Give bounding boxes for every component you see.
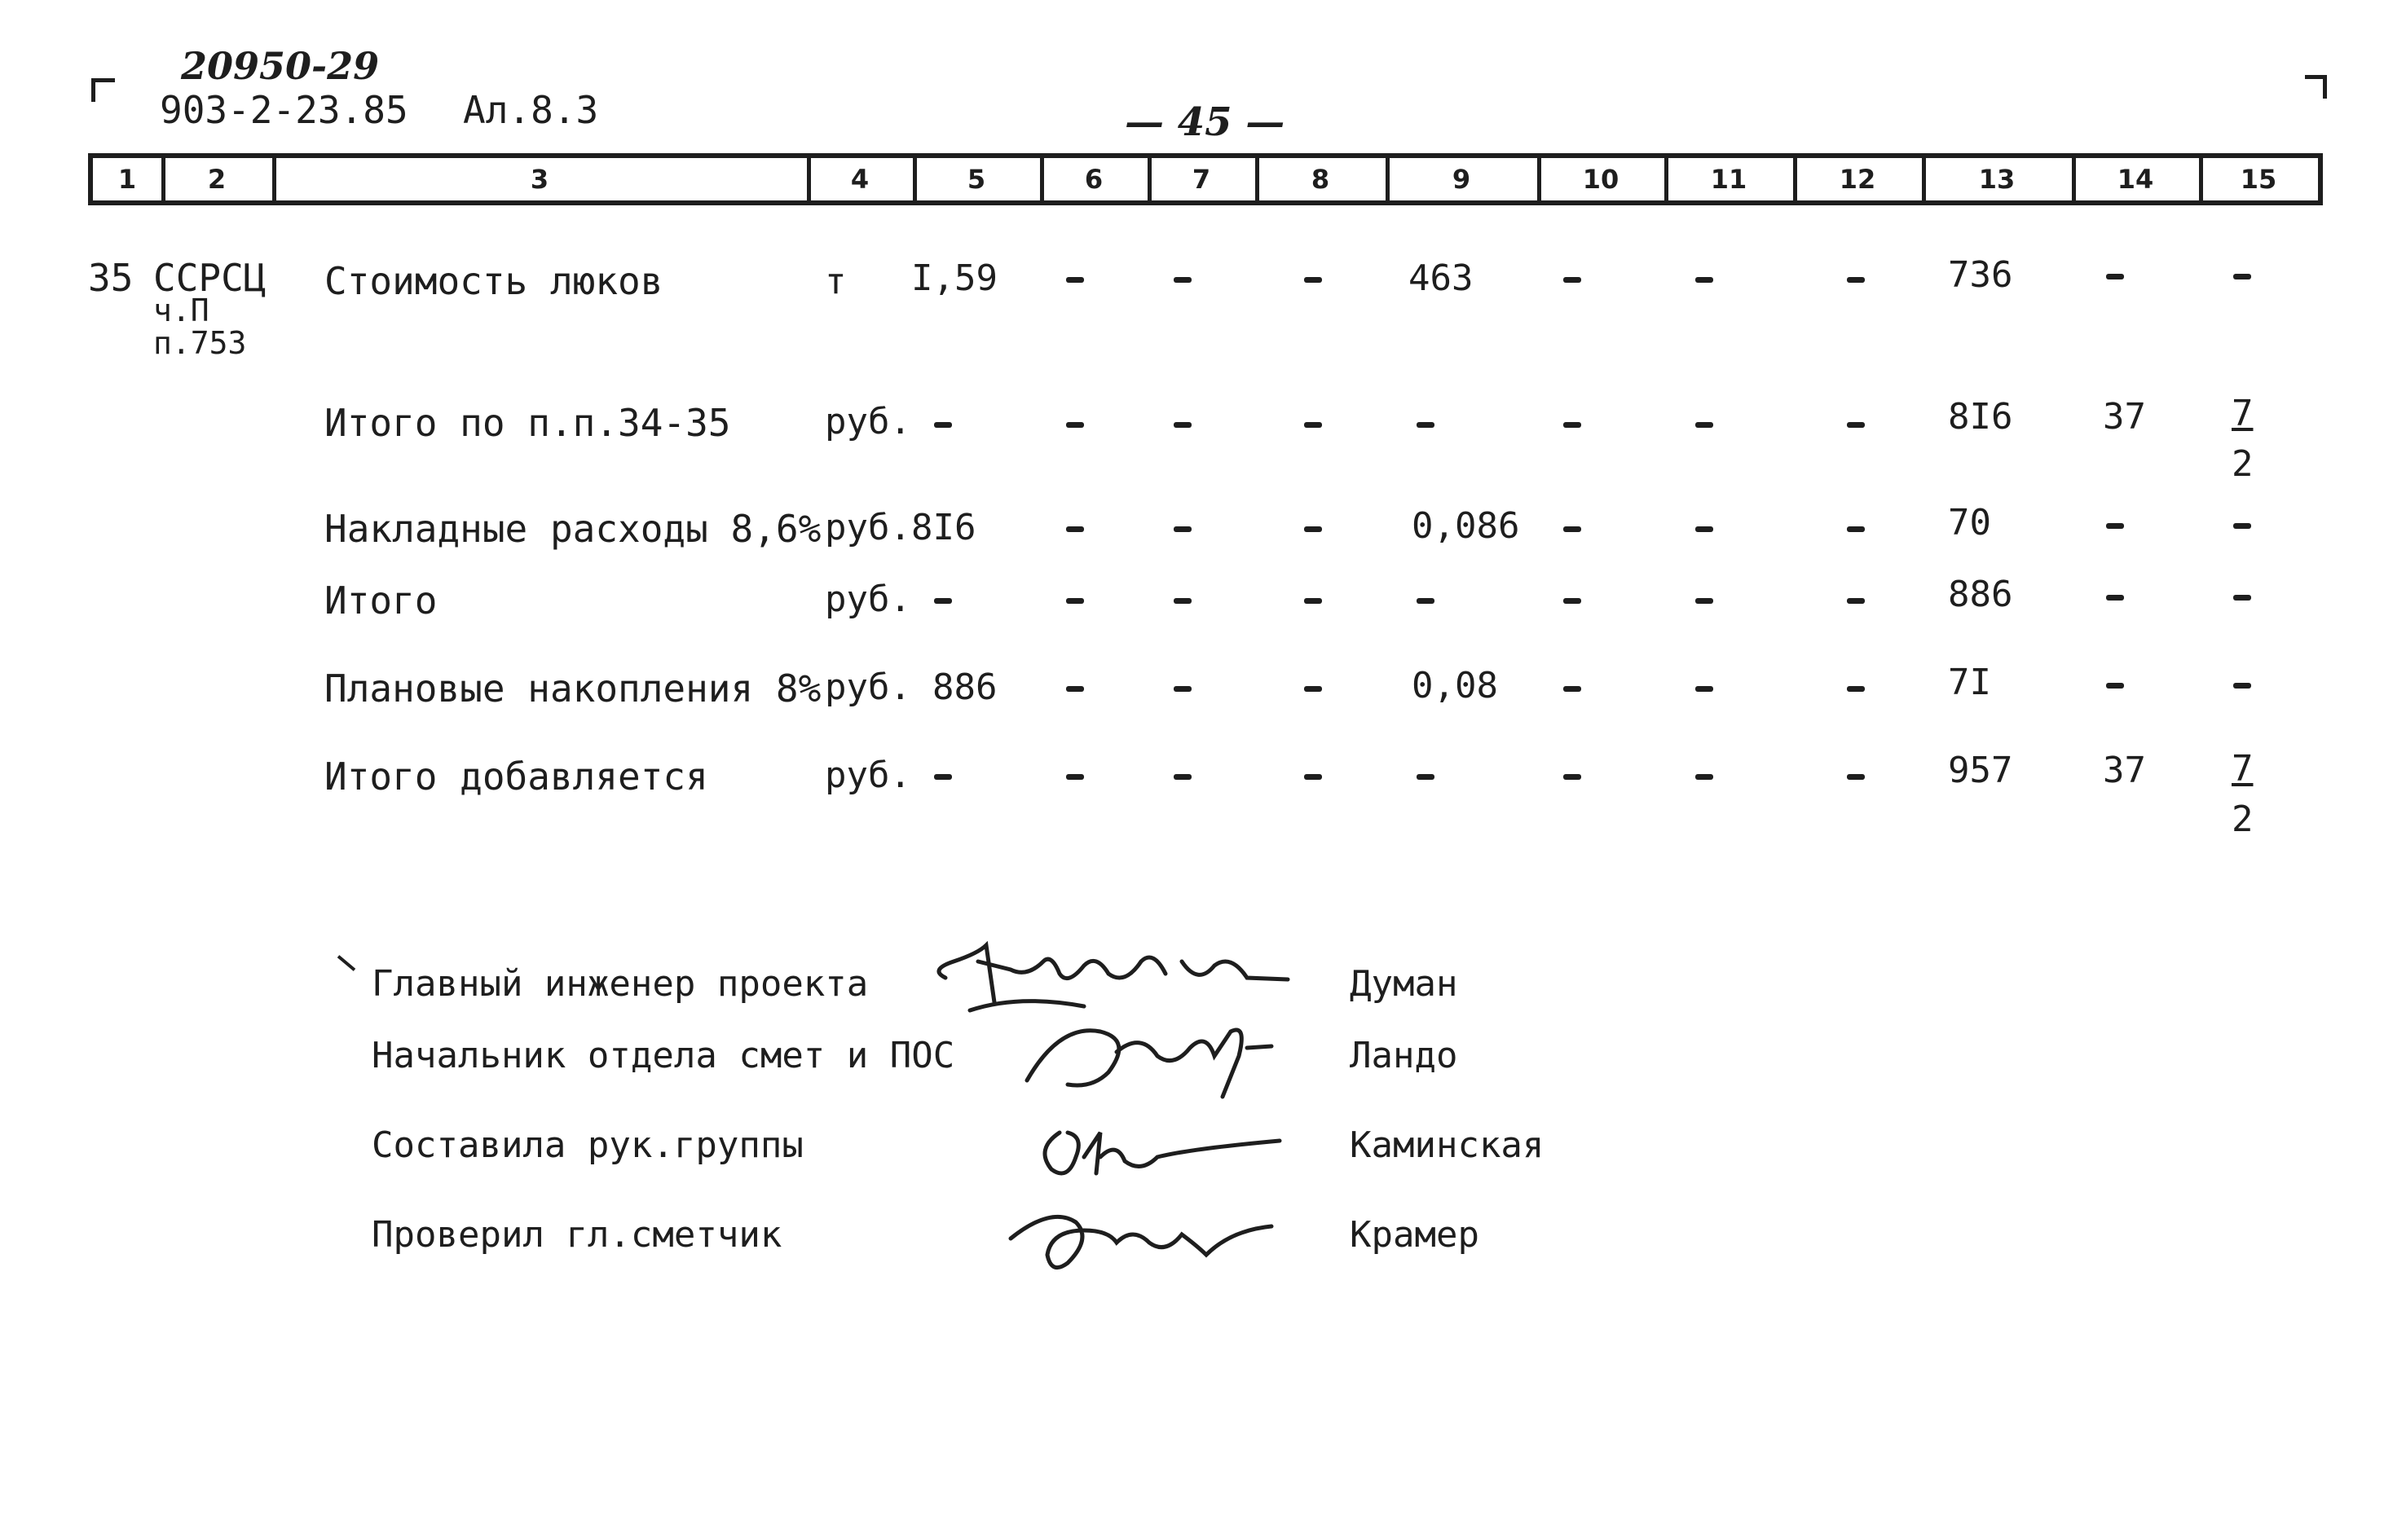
row-name: Стоимость люков	[324, 259, 663, 303]
row-reference: ССРСЦ	[153, 256, 267, 300]
dash-mark	[1304, 686, 1322, 692]
handwritten-signature-1	[921, 929, 1312, 1019]
column-header-13: 13	[1922, 158, 2076, 200]
column-header-1: 1	[93, 158, 165, 200]
cell-col-13: 8I6	[1948, 396, 2013, 438]
cell-col-15-bottom: 2	[2232, 443, 2254, 485]
column-header-row	[88, 153, 2323, 205]
dash-mark	[1695, 277, 1713, 283]
column-header-11: 11	[1664, 158, 1797, 200]
page-number: — 45 —	[1125, 99, 1285, 145]
dash-mark	[1174, 686, 1192, 692]
dash-mark	[1417, 774, 1434, 780]
row-name: Итого по п.п.34-35	[324, 401, 731, 445]
dash-mark	[1417, 422, 1434, 428]
cell-col-13: 7I	[1948, 662, 1991, 703]
row-number: 35	[88, 256, 134, 300]
dash-mark	[934, 598, 952, 604]
dash-mark	[1847, 774, 1865, 780]
signature-role: Начальник отдела смет и ПОС	[372, 1035, 955, 1076]
dash-mark	[1066, 422, 1084, 428]
dash-mark	[1847, 686, 1865, 692]
dash-mark	[1417, 598, 1434, 604]
cell-col-14: 37	[2103, 750, 2146, 791]
column-header-15: 15	[2240, 164, 2277, 195]
row-unit: руб.	[825, 579, 911, 620]
dash-mark	[1695, 598, 1713, 604]
dash-mark	[2233, 274, 2251, 279]
cell-col-9: 0,086	[1412, 505, 1520, 547]
dash-mark	[2233, 595, 2251, 601]
dash-mark	[1304, 526, 1322, 532]
signature-tick-mark	[337, 955, 355, 971]
dash-mark	[1304, 774, 1322, 780]
column-header-7: 7	[1148, 158, 1259, 200]
dash-mark	[1174, 422, 1192, 428]
cell-col-9: 0,08	[1412, 665, 1498, 706]
dash-mark	[1847, 422, 1865, 428]
cell-col-13: 70	[1948, 502, 1991, 543]
column-header-2: 2	[161, 158, 276, 200]
column-header-4: 4	[807, 158, 917, 200]
dash-mark	[2106, 523, 2124, 529]
signature-role: Главный инженер проекта	[372, 963, 869, 1005]
cell-col-13: 736	[1948, 254, 2013, 296]
column-header-9: 9	[1386, 158, 1541, 200]
dash-mark	[1563, 422, 1581, 428]
dash-mark	[1695, 774, 1713, 780]
dash-mark	[2233, 683, 2251, 689]
column-header-12: 12	[1793, 158, 1926, 200]
project-code: 903-2-23.85	[160, 88, 408, 132]
signature-role: Проверил гл.сметчик	[372, 1214, 782, 1256]
dash-mark	[1304, 277, 1322, 283]
row-name: Итого	[324, 579, 438, 623]
column-header-3: 3	[272, 158, 811, 200]
dash-mark	[1695, 526, 1713, 532]
inventory-number: 20950-29	[181, 44, 380, 88]
dash-mark	[2233, 523, 2251, 529]
row-quantity: 8I6	[911, 507, 976, 548]
dash-mark	[1563, 774, 1581, 780]
signatory-name: Крамер	[1350, 1214, 1479, 1256]
column-header-14: 14	[2072, 158, 2203, 200]
dash-mark	[1066, 598, 1084, 604]
album-number: Ал.8.3	[463, 88, 599, 132]
row-unit: руб.	[825, 401, 911, 442]
column-header-8: 8	[1255, 158, 1390, 200]
row-quantity: I,59	[911, 257, 998, 299]
dash-mark	[1304, 598, 1322, 604]
row-reference: п.753	[153, 325, 247, 361]
row-quantity: 886	[932, 667, 998, 708]
dash-mark	[1066, 277, 1084, 283]
row-unit: руб.	[825, 667, 911, 708]
row-unit: руб.	[825, 507, 911, 548]
dash-mark	[1847, 526, 1865, 532]
dash-mark	[2106, 274, 2124, 279]
dash-mark	[1066, 774, 1084, 780]
dash-mark	[2106, 595, 2124, 601]
corner-mark-top-left	[91, 78, 115, 102]
corner-mark-top-right	[2305, 75, 2327, 99]
signature-role: Составила рук.группы	[372, 1124, 804, 1166]
cell-col-15-bottom: 2	[2232, 799, 2254, 840]
dash-mark	[1695, 686, 1713, 692]
dash-mark	[1563, 277, 1581, 283]
dash-mark	[1847, 598, 1865, 604]
row-unit: руб.	[825, 755, 911, 796]
dash-mark	[2106, 683, 2124, 689]
dash-mark	[1563, 686, 1581, 692]
column-header-5: 5	[913, 158, 1044, 200]
dash-mark	[1066, 686, 1084, 692]
handwritten-signature-3	[1027, 1108, 1288, 1190]
row-name: Плановые накопления 8%	[324, 667, 822, 711]
dash-mark	[1563, 598, 1581, 604]
signatory-name: Ландо	[1350, 1035, 1458, 1076]
dash-mark	[1695, 422, 1713, 428]
cell-col-13: 957	[1948, 750, 2013, 791]
signatory-name: Каминская	[1350, 1124, 1545, 1166]
cell-col-15-top: 7	[2232, 748, 2254, 790]
dash-mark	[1066, 526, 1084, 532]
dash-mark	[1304, 422, 1322, 428]
column-header-6: 6	[1040, 158, 1152, 200]
row-reference: ч.П	[153, 293, 209, 328]
column-header-10: 10	[1537, 158, 1668, 200]
dash-mark	[1563, 526, 1581, 532]
row-unit: т	[825, 261, 847, 302]
cell-col-15-top: 7	[2232, 393, 2254, 434]
signatory-name: Думан	[1350, 963, 1458, 1005]
dash-mark	[934, 422, 952, 428]
dash-mark	[1174, 526, 1192, 532]
dash-mark	[1174, 598, 1192, 604]
dash-mark	[1174, 774, 1192, 780]
dash-mark	[1847, 277, 1865, 283]
handwritten-signature-2	[1011, 1007, 1280, 1105]
dash-mark	[934, 774, 952, 780]
row-name: Накладные расходы 8,6%	[324, 507, 822, 551]
cell-col-14: 37	[2103, 396, 2146, 438]
row-name: Итого добавляется	[324, 755, 708, 799]
dash-mark	[1174, 277, 1192, 283]
cell-col-13: 886	[1948, 574, 2013, 615]
cell-col-9: 463	[1408, 257, 1474, 299]
handwritten-signature-4	[1002, 1198, 1280, 1279]
